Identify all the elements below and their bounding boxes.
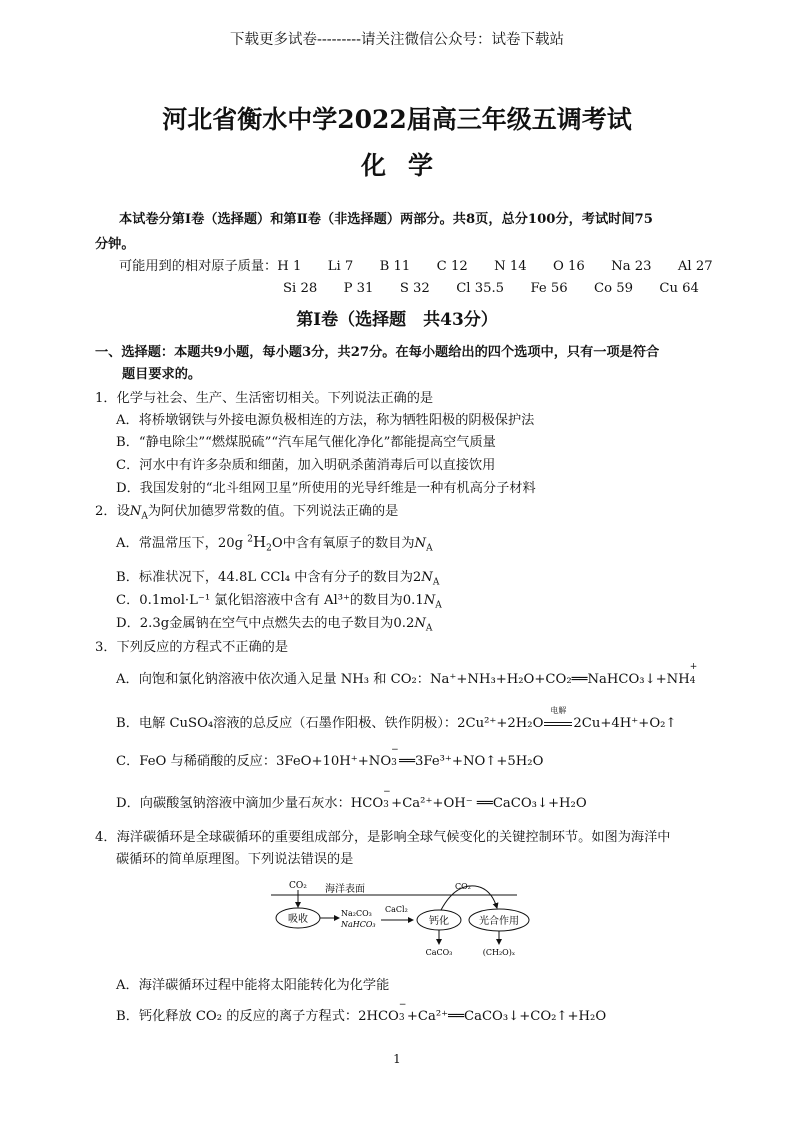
q4-option-a: A．海洋碳循环过程中能将太阳能转化为化学能: [116, 978, 390, 993]
ocean-carbon-cycle-diagram: [265, 876, 535, 964]
absorb-label: 吸收: [288, 914, 308, 925]
q1-option-a: A．将桥墩钢铁与外接电源负极相连的方法，称为牺牲阳极的阴极保护法: [116, 413, 535, 428]
q1-option-b: B．“静电除尘”“燃煤脱硫”“汽车尾气催化净化”都能提高空气质量: [116, 435, 496, 450]
electrolysis-condition: 电解: [550, 706, 567, 715]
q4-option-b: B．钙化释放 CO₂ 的反应的离子方程式：2HCO − 3 +Ca²⁺══CaCO₃↓+CO₂↑+H₂O: [116, 1000, 607, 1024]
q1-option-d: D．我国发射的“北斗组网卫星”所使用的光导纤维是一种有机高分子材料: [116, 481, 536, 496]
part1-instructions-line1: 一、选择题：本题共9小题，每小题3分，共27分。在每小题给出的四个选项中，只有一项是符合: [95, 345, 660, 360]
q2-option-d: D．2.3g金属钠在空气中点燃失去的电子数目为$0.2N_A$: [116, 616, 433, 634]
photosynthesis-label: 光合作用: [479, 916, 519, 927]
exam-title: 河北省衡水中学2022届高三年级五调考试: [162, 105, 632, 134]
intro-line1: 本试卷分第Ⅰ卷（选择题）和第Ⅱ卷（非选择题）两部分。共8页，总分100分，考试时间75: [119, 212, 653, 227]
cacl2-label: CaCl₂: [385, 905, 408, 914]
page-number: 1: [393, 1052, 401, 1066]
q3-option-a: A．向饱和氯化钠溶液中依次通入足量 NH₃ 和 CO₂：Na⁺+NH₃+H₂O+CO₂══NaHCO₃↓+NH + 4: [116, 662, 698, 687]
q2-option-b: B．标准状况下，44.8L CCl₄ 中含有分子的数目为$2N_A$: [116, 570, 440, 588]
q2-stem: 2．设$N_A$为阿伏加德罗常数的值。下列说法正确的是: [95, 504, 399, 522]
calcification-label: 钙化: [429, 916, 449, 927]
nahco3-label: NaHCO₃: [341, 920, 376, 929]
ocean-surface-label: 海洋表面: [325, 884, 365, 895]
ch2o-label: (CH₂O)ₓ: [482, 948, 516, 957]
co2-input-label: CO₂: [289, 881, 307, 891]
part1-instructions-line2: 题目要求的。: [122, 367, 202, 382]
co2-cycle-label: CO₂: [455, 882, 471, 891]
q3-stem: 3．下列反应的方程式不正确的是: [95, 640, 289, 655]
q3-option-b: B．电解 CuSO₄溶液的总反应（石墨作阳极、铁作阴极）：2Cu²⁺+2H₂O 电解 2Cu+4H⁺+O₂↑: [116, 706, 677, 731]
q1-option-c: C．河水中有许多杂质和细菌，加入明矾杀菌消毒后可以直接饮用: [116, 458, 496, 473]
section-title: 第Ⅰ卷（选择题 共43分）: [296, 310, 498, 330]
atomic-masses-line1: 可能用到的相对原子质量：H 1 Li 7 B 11 C 12 N 14 O 16 Na 23 Al 27: [119, 259, 713, 274]
intro-line2: 分钟。: [95, 237, 135, 252]
q1-stem: 1．化学与社会、生产、生活密切相关。下列说法正确的是: [95, 391, 434, 406]
q3-option-c: C．FeO 与稀硝酸的反应：3FeO+10H⁺+NO − 3 ══3Fe³⁺+NO↑+5H₂O: [116, 745, 544, 769]
q2-option-c: C．0.1mol·L⁻¹ 氯化铝溶液中含有 Al³⁺的数目为$0.1N_A$: [116, 593, 442, 611]
atomic-masses-line2: Si 28 P 31 S 32 Cl 35.5 Fe 56 Co 59 Cu 64: [283, 281, 699, 296]
q4-stem-line2: 碳循环的简单原理图。下列说法错误的是: [116, 852, 354, 867]
q4-stem-line1: 4．海洋碳循环是全球碳循环的重要组成部分，是影响全球气候变化的关键控制环节。如图为海洋中: [95, 830, 671, 845]
caco3-label: CaCO₃: [425, 948, 453, 957]
page-header: 下载更多试卷---------请关注微信公众号：试卷下载站: [229, 32, 565, 48]
na2co3-label: Na₂CO₃: [341, 909, 372, 918]
subject-title: 化学: [360, 151, 455, 180]
q3-option-d: D．向碳酸氢钠溶液中滴加少量石灰水：HCO − 3 +Ca²⁺+OH⁻ ══CaCO₃↓+H₂O: [116, 787, 587, 811]
q2-option-a: A．常温常压下，20g $^2H_2O$中含有氧原子的数目为$N_A$: [116, 533, 433, 554]
